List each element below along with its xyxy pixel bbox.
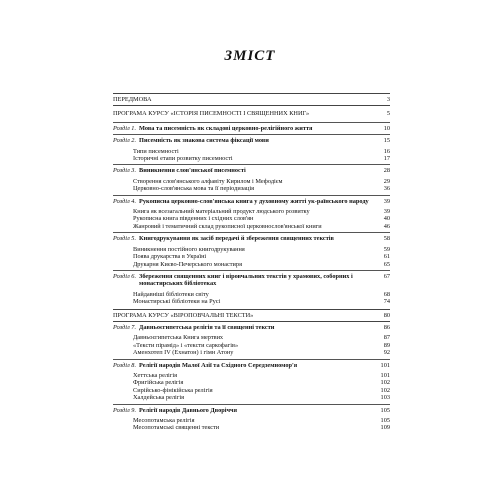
toc-entry-text: Створення слов'янського алфавіту Кирилом і Мефодієм <box>133 177 283 185</box>
toc-entry-page: 40 <box>383 215 390 223</box>
toc-entry-text: Релігії народів Малої Азії та Східного Середземномор'я <box>139 361 298 369</box>
toc-section <box>113 407 390 414</box>
toc-entry-text: Фригійська релігія <box>133 379 184 387</box>
toc-subentry <box>113 334 390 341</box>
toc-entry-text: Жанровий і тематичний склад рукописної церковнослов'янської книги <box>133 222 322 230</box>
toc-entry-text: ПЕРЕДМОВА <box>113 96 152 103</box>
toc-entry-text: Найдавніші бібліотеки світу <box>133 290 209 298</box>
table-of-contents <box>113 93 390 432</box>
toc-entry-page: 109 <box>380 424 390 432</box>
toc-subentry <box>113 223 390 230</box>
toc-subentry <box>113 349 390 356</box>
toc-entry-text: Сирійсько-фінікійська релігія <box>133 386 213 394</box>
divider <box>113 134 390 135</box>
divider <box>113 404 390 405</box>
toc-entry-page: 80 <box>383 311 390 319</box>
divider <box>113 232 390 233</box>
toc-entry-text: Книга як всезагальний матеріальний продукт людського розвитку <box>133 208 310 216</box>
toc-section <box>113 273 390 288</box>
toc-entry-text: Книгодрукування як засіб передачі й збереження священних текстів <box>139 235 334 243</box>
toc-entry-text: Месопотамські священні тексти <box>133 424 220 432</box>
toc-entry-page: 28 <box>383 167 390 175</box>
toc-preface-block <box>113 93 390 106</box>
toc-entry-text: Рукописна книга південних і східних слов'ян <box>133 215 254 223</box>
toc-entry <box>113 96 390 103</box>
toc-section-label: Розділ 1. <box>113 124 137 132</box>
toc-subentry <box>113 178 390 185</box>
toc-section <box>113 137 390 144</box>
toc-entry-page: 59 <box>383 245 390 253</box>
divider <box>113 359 390 360</box>
toc-entry-page: 92 <box>383 349 390 357</box>
toc-entry-text: Монастирські бібліотеки на Русі <box>133 298 221 306</box>
toc-subentry <box>113 148 390 155</box>
toc-entry-page: 103 <box>380 394 390 402</box>
toc-entry-page: 89 <box>383 341 390 349</box>
toc-entry-text: Церковно-слов'янська мова та її періодизація <box>133 185 254 193</box>
toc-entry-text: Релігії народів Давнього Дворіччя <box>139 406 237 414</box>
divider <box>113 164 390 165</box>
toc-entry-page: 68 <box>383 290 390 298</box>
toc-entry-text: Хеттська релігія <box>133 371 177 379</box>
toc-entry-page: 67 <box>383 272 390 280</box>
toc-entry-page: 105 <box>380 406 390 414</box>
toc-entry-text: Давньоєгипетська релігія та її священні тексти <box>139 323 275 331</box>
toc-entry-text: Поява друкарства в Україні <box>133 253 207 261</box>
toc-entry-text: Історичні етапи розвитку писемності <box>133 155 233 163</box>
divider <box>113 122 390 123</box>
toc-entry-text: Друкарня Києво-Печерського монастиря <box>133 260 242 268</box>
toc-entry-page: 102 <box>380 379 390 387</box>
toc-subentry <box>113 253 390 260</box>
divider <box>113 270 390 271</box>
toc-entry-page: 86 <box>383 323 390 331</box>
toc-section <box>113 198 390 205</box>
toc-entry-page: 105 <box>380 417 390 424</box>
toc-section <box>113 167 390 174</box>
toc-entry-text: Месопотамська релігія <box>133 417 195 424</box>
toc-subentry <box>113 387 390 394</box>
toc-program-1-heading <box>113 108 390 119</box>
toc-entry-text: ПРОГРАМА КУРСУ «ВІРОПОВЧАЛЬНІ ТЕКСТИ» <box>113 311 254 319</box>
toc-entry-page: 46 <box>383 222 390 230</box>
toc-subentry <box>113 185 390 192</box>
toc-section-label: Розділ 8. <box>113 361 137 369</box>
toc-entry-page: 29 <box>383 177 390 185</box>
toc-entry-text: Збереження священних книг і віровчальних текстів у храмових, соборних і монастирських бібліотеках <box>139 272 353 288</box>
toc-entry <box>113 312 390 319</box>
toc-entry-page: 101 <box>380 361 390 369</box>
toc-entry-page: 61 <box>383 253 390 261</box>
toc-section <box>113 324 390 331</box>
toc-entry-page: 17 <box>383 155 390 163</box>
toc-entry-text: ПРОГРАМА КУРСУ «ІСТОРІЯ ПИСЕМНОСТІ І СВЯЩЕННИХ КНИГ» <box>113 110 310 118</box>
toc-subentry <box>113 342 390 349</box>
toc-entry-page: 87 <box>383 334 390 342</box>
toc-entry-page: 101 <box>380 371 390 379</box>
toc-section-label: Розділ 2. <box>113 137 137 145</box>
toc-entry-page: 10 <box>383 124 390 132</box>
toc-entry-text: Виникнення постійного книгодрукування <box>133 245 245 253</box>
toc-entry-text: Рукописна церковно-слов'янська книга у духовному житті ук-раїнського народу <box>139 197 369 205</box>
toc-subentry <box>113 394 390 401</box>
toc-entry-text: Халдейська релігія <box>133 394 184 402</box>
toc-entry-text: Мова та писемність як складові церковно-релігійного життя <box>139 124 313 132</box>
toc-section <box>113 125 390 132</box>
toc-entry-page: 102 <box>380 386 390 394</box>
toc-entry-page: 39 <box>383 197 390 205</box>
toc-section-label: Розділ 7. <box>113 323 137 331</box>
toc-subentry <box>113 424 390 431</box>
toc-entry-page: 39 <box>383 208 390 216</box>
divider <box>113 195 390 196</box>
toc-program-2-heading <box>113 309 390 322</box>
toc-entry-page: 3 <box>386 96 390 103</box>
toc-entry-page: 36 <box>383 185 390 193</box>
toc-subentry <box>113 291 390 298</box>
toc-entry-text: Виникнення слов'янської писемності <box>139 167 246 175</box>
toc-subentry <box>113 155 390 162</box>
toc-section-label: Розділ 9. <box>113 406 137 414</box>
toc-entry-page: 16 <box>383 147 390 155</box>
toc-section-label: Розділ 3. <box>113 167 137 175</box>
toc-subentry <box>113 246 390 253</box>
toc-subentry <box>113 372 390 379</box>
toc-entry-page: 5 <box>386 110 390 118</box>
toc-section-label: Розділ 5. <box>113 235 137 243</box>
toc-entry-page: 58 <box>383 235 390 243</box>
toc-subentry <box>113 261 390 268</box>
toc-subentry <box>113 208 390 215</box>
toc-subentry <box>113 379 390 386</box>
toc-subentry <box>113 298 390 305</box>
toc-section <box>113 362 390 369</box>
toc-entry-text: Типи писемності <box>133 147 179 155</box>
toc-entry <box>113 110 390 117</box>
toc-entry-page: 65 <box>383 260 390 268</box>
toc-entry-page: 74 <box>383 298 390 306</box>
toc-subentry <box>113 417 390 424</box>
toc-entry-text: Писемність як знакова система фіксації мови <box>139 137 269 145</box>
toc-section-label: Розділ 6. <box>113 272 137 280</box>
toc-subentry <box>113 215 390 222</box>
toc-section-label: Розділ 4. <box>113 197 137 205</box>
page-title: ЗМІСТ <box>224 48 276 64</box>
toc-entry-text: Давньоєгипетська Книга мертвих <box>133 334 224 342</box>
toc-section <box>113 235 390 242</box>
toc-entry-text: «Тексти пірамід» і «тексти саркофагів» <box>133 341 239 349</box>
toc-entry-text: Аменхотеп IV (Ехнатон) і гімн Атону <box>133 349 234 357</box>
toc-entry-page: 15 <box>383 137 390 145</box>
